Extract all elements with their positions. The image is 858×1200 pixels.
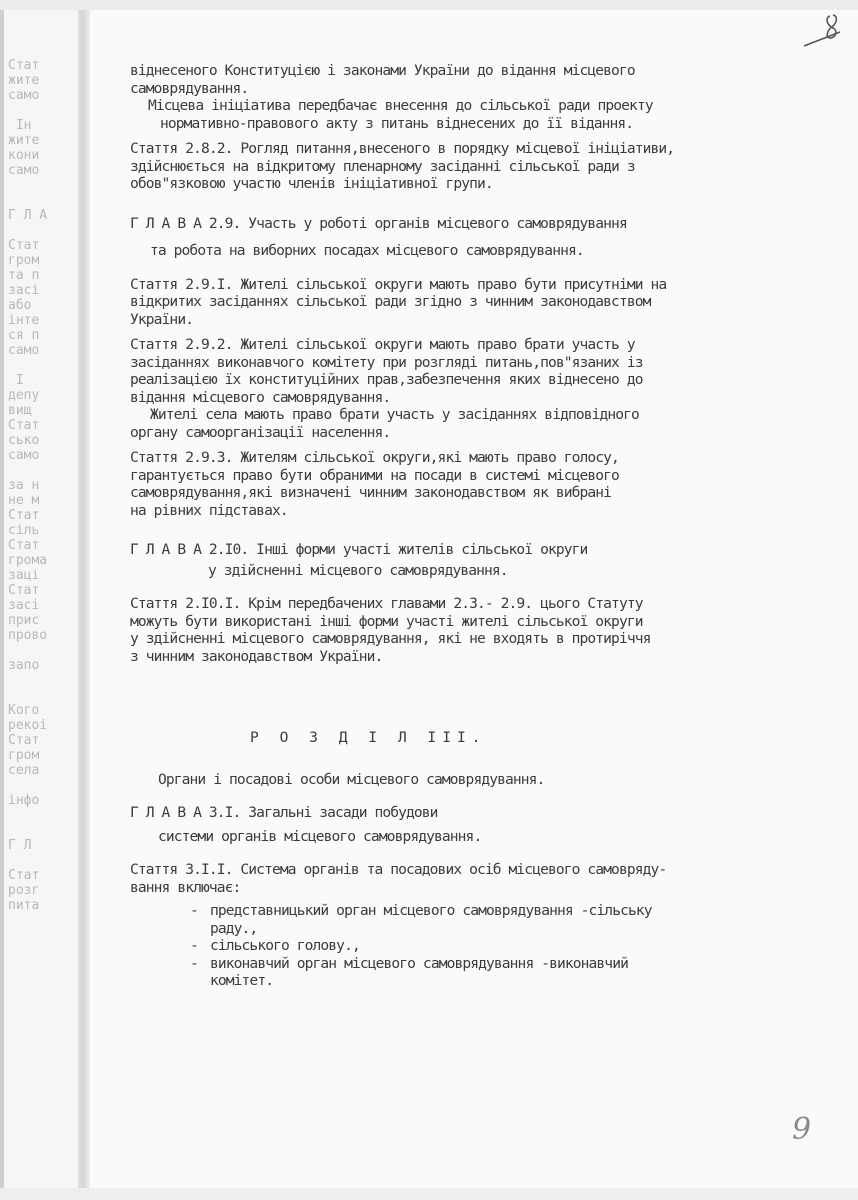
article-2-9-3: Стаття 2.9.3. Жителям сільської округи,які мають право голосу, гарантується право бути обраними на посади в системі місцевого самоврядування,які визначені чинним законодавством як вибрані на рівних підставах. <box>130 449 619 519</box>
adjacent-page-fragment: не м <box>8 493 40 508</box>
adjacent-page-fragment: рекоі <box>8 718 48 733</box>
handwritten-page-number-crossed <box>800 12 850 52</box>
adjacent-page-fragment: Ін <box>8 118 32 133</box>
adjacent-page-fragment <box>8 823 80 838</box>
adjacent-page-fragment: прис <box>8 613 40 628</box>
adjacent-page-fragment: інте <box>8 313 40 328</box>
adjacent-page-fragment <box>8 358 80 373</box>
adjacent-page-fragment: засі <box>8 283 40 298</box>
chapter-2-10-title: Г Л А В А 2.І0. Інші форми участі жителів сільської округи <box>130 541 588 558</box>
list-marker: - <box>190 937 198 954</box>
adjacent-page-fragment: вищ <box>8 403 32 418</box>
chapter-2-10-subtitle: у здійсненні місцевого самоврядування. <box>208 561 508 579</box>
adjacent-page-fragment <box>8 808 80 823</box>
adjacent-page-fragment: депу <box>8 388 40 403</box>
adjacent-page-fragment: Стат <box>8 238 40 253</box>
adjacent-page-fragment: грома <box>8 553 48 568</box>
adjacent-page-fragment: само <box>8 163 40 178</box>
adjacent-page-fragment: само <box>8 448 40 463</box>
adjacent-page-fragment <box>8 223 80 238</box>
adjacent-page-fragment <box>8 178 80 193</box>
adjacent-page-fragment <box>8 103 80 118</box>
adjacent-page-fragment: за н <box>8 478 40 493</box>
adjacent-page-fragment: інфо <box>8 793 40 808</box>
adjacent-page-fragment: села <box>8 763 40 778</box>
article-2-9-2: Стаття 2.9.2. Жителі сільської округи мають право брати участь у засіданнях виконавчого комітету при розгляді питань,пов"язаних із реалізацією їх конституційних прав,забезпечення яких віднесено до відання місцевого самоврядування. <box>130 336 643 406</box>
adjacent-page-fragment <box>8 673 80 688</box>
adjacent-page-fragment <box>8 193 80 208</box>
chapter-3-1-subtitle: системи органів місцевого самоврядування. <box>158 827 482 845</box>
adjacent-page-fragment: І <box>8 373 24 388</box>
adjacent-page-fragment: розг <box>8 883 40 898</box>
adjacent-page-fragment: Стат <box>8 538 40 553</box>
list-item <box>190 937 840 955</box>
adjacent-page-fragment <box>8 688 80 703</box>
adjacent-page-fragment <box>8 643 80 658</box>
adjacent-page-fragment: Г Л А <box>8 208 48 223</box>
adjacent-page-fragment: заці <box>8 568 40 583</box>
adjacent-page-strip <box>0 10 82 1188</box>
paragraph-continuation: віднесеного Конституцією і законами України до відання місцевого самоврядування. <box>130 62 635 97</box>
paragraph-local-initiative: Місцева ініціатива передбачає внесення до сільської ради проекту нормативно-правового акту з питань віднесених до її відання. <box>148 97 653 132</box>
adjacent-page-fragment <box>8 463 80 478</box>
list-item-text: виконавчий орган місцевого самоврядування -виконавчий комітет. <box>210 954 628 989</box>
adjacent-page-fragment <box>8 853 80 868</box>
chapter-2-9-subtitle: та робота на виборних посадах місцевого самоврядування. <box>150 242 584 259</box>
adjacent-page-fragment: прово <box>8 628 48 643</box>
scan-left-edge <box>0 10 4 1188</box>
adjacent-page-fragment: сіль <box>8 523 40 538</box>
list-marker: - <box>190 954 198 972</box>
list-item <box>190 955 840 990</box>
chapter-3-1-title: Г Л А В А 3.І. Загальні засади побудови <box>130 804 438 821</box>
adjacent-page-fragment: кони <box>8 148 40 163</box>
scan-top-edge <box>0 0 858 10</box>
adjacent-page-text <box>8 58 80 913</box>
adjacent-page-fragment: та п <box>8 268 40 283</box>
handwritten-page-number: 9 <box>792 1112 812 1147</box>
adjacent-page-fragment: Г Л <box>8 838 32 853</box>
list-marker: - <box>190 902 198 919</box>
scan-bottom-edge <box>0 1188 858 1200</box>
adjacent-page-fragment: Стат <box>8 418 40 433</box>
page-fold-shadow <box>78 10 90 1188</box>
section-3-title: Органи і посадові особи місцевого самоврядування. <box>158 770 545 788</box>
chapter-2-9-title: Г Л А В А 2.9. Участь у роботі органів місцевого самоврядування <box>130 214 627 232</box>
adjacent-page-fragment: само <box>8 88 40 103</box>
adjacent-page-fragment: Стат <box>8 868 40 883</box>
adjacent-page-fragment: гром <box>8 253 40 268</box>
list-item-text: сільського голову., <box>210 937 360 954</box>
list-item-text: представницький орган місцевого самоврядування -сільську раду., <box>210 902 652 937</box>
article-2-9-1: Стаття 2.9.І. Жителі сільської округи мають право бути присутніми на відкритих засіданнях сільської ради згідно з чинним законодавством України. <box>130 275 667 328</box>
adjacent-page-fragment: пита <box>8 898 40 913</box>
adjacent-page-fragment: гром <box>8 748 40 763</box>
adjacent-page-fragment: засі <box>8 598 40 613</box>
adjacent-page-fragment: жите <box>8 73 40 88</box>
article-2-10-1: Стаття 2.І0.І. Крім передбачених главами 2.3.- 2.9. цього Статуту можуть бути використані інші форми участі жителі сільської округи у здійсненні місцевого самоврядування, які не входять в протиріччя з чинним законодавством України. <box>130 595 651 665</box>
adjacent-page-fragment <box>8 778 80 793</box>
adjacent-page-fragment: запо <box>8 658 40 673</box>
article-2-9-2-residents: Жителі села мають право брати участь у засіданнях відповідного органу самоорганізації населення. <box>130 406 639 441</box>
adjacent-page-fragment: Стат <box>8 733 40 748</box>
article-2-8-2: Стаття 2.8.2. Рогляд питання,внесеного в порядку місцевої ініціативи, здійснюється на відкритому пленарному засіданні сільської ради з обов"язковою участю членів ініціативної групи. <box>130 140 675 192</box>
document-body <box>130 62 840 990</box>
article-3-1-1: Стаття 3.І.І. Система органів та посадових осіб місцевого самовряду- вання включає: <box>130 861 667 896</box>
adjacent-page-fragment: Стат <box>8 508 40 523</box>
adjacent-page-fragment: жите <box>8 133 40 148</box>
adjacent-page-fragment: Стат <box>8 58 40 73</box>
adjacent-page-fragment: Кого <box>8 703 40 718</box>
bodies-list <box>130 902 840 990</box>
adjacent-page-fragment: сько <box>8 433 40 448</box>
section-3-heading: Р О З Д І Л ІІІ. <box>250 729 487 746</box>
adjacent-page-fragment: ся п <box>8 328 40 343</box>
adjacent-page-fragment: Стат <box>8 583 40 598</box>
adjacent-page-fragment: само <box>8 343 40 358</box>
list-item <box>190 902 840 937</box>
adjacent-page-fragment: або <box>8 298 32 313</box>
